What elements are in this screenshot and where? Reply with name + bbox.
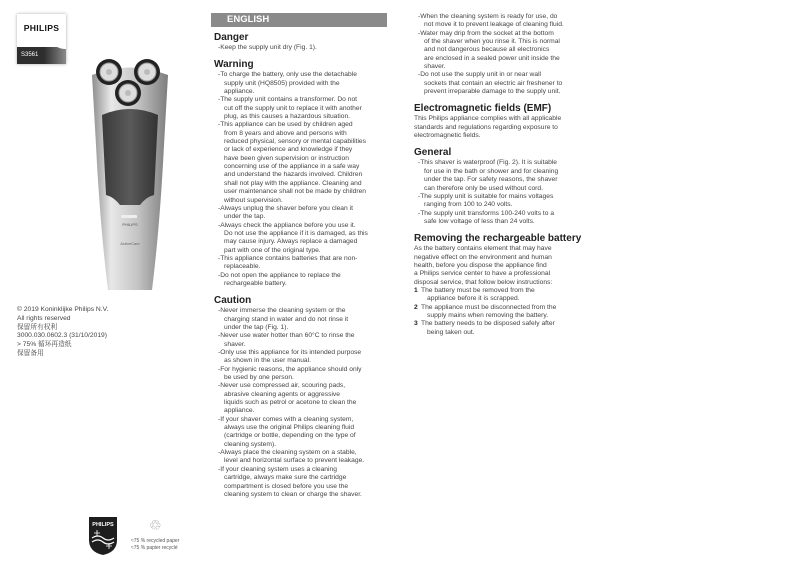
warning-item: -This appliance can be used by children aged from 8 years and above and persons with reduced physical, sensory or mental capabilities or lack of experience and knowledge if they have been given supervision or instruction concerning use of the appliance in a safe way and understand the hazards involved. Children shall not play with the appliance. Cleaning and user maintenance shall not be made by children without supervision. xyxy=(218,121,367,204)
recycled-paper-en: ≈75 % recycled paper xyxy=(131,538,180,544)
recycled-paper-fr: ≈75 % papier recyclé xyxy=(131,545,178,551)
step-number: 3 xyxy=(414,320,418,328)
imprint-copyright: © 2019 Koninklijke Philips N.V. xyxy=(17,306,109,313)
caution-item: -When the cleaning system is ready for use, do not move it to prevent leakage of cleaning fluid. xyxy=(418,13,564,29)
device-series: ActiveCare xyxy=(120,241,140,246)
general-item: -This shaver is waterproof (Fig. 2). It is suitable for use in the bath or shower and for cleaning under the tap. For safety reasons, the shaver can therefore only be used without cord. xyxy=(418,159,559,192)
general-item: -The supply unit transforms 100-240 volts to a safe low voltage of less than 24 volts. xyxy=(418,209,555,225)
step-text: The appliance must be disconnected from the supply mains when removing the battery. xyxy=(421,303,557,319)
danger-heading: Danger xyxy=(214,32,249,43)
caution-item: -Only use this appliance for its intended purpose as shown in the user manual. xyxy=(218,349,362,365)
general-list xyxy=(418,159,604,226)
warning-item: -To charge the battery, only use the detachable supply unit (HQ8505) provided with the appliance. xyxy=(218,71,357,96)
caution-item: -Never use compressed air, scouring pads, abrasive cleaning agents or aggressive liquids such as petrol or acetone to clean the appliance. xyxy=(218,382,357,415)
caution-item: -Never immerse the cleaning system or the charging stand in water and do not rinse it under the tap (Fig. 1). xyxy=(218,307,349,331)
general-item: -The supply unit is suitable for mains voltages ranging from 100 to 240 volts. xyxy=(418,192,554,209)
battery-heading: Removing the rechargeable battery xyxy=(414,233,582,245)
caution-heading: Caution xyxy=(214,295,252,307)
language-header: ENGLISH xyxy=(211,13,387,27)
middle-column xyxy=(214,32,394,499)
warning-item: -This appliance contains batteries that are non- replaceable. xyxy=(218,254,358,271)
caution-list xyxy=(218,307,394,499)
shaver-illustration xyxy=(80,55,180,300)
step-text: The battery needs to be disposed safely after being taken out. xyxy=(421,320,555,336)
caution-continued-list xyxy=(418,13,604,96)
warning-item: -Always check the appliance before you use it. Do not use the appliance if it is damaged, as this may cause injury. Always replace a damaged part with one of the original type. xyxy=(218,221,368,254)
general-heading: General xyxy=(414,147,452,159)
imprint-rights: All rights reserved xyxy=(17,314,71,322)
step-number: 1 xyxy=(414,286,418,294)
brand-logo: PHILIPS xyxy=(23,23,60,33)
step-text: The battery must be removed from the appliance before it is scrapped. xyxy=(421,286,535,303)
battery-step xyxy=(414,320,604,337)
device-brand: PHILIPS xyxy=(122,222,138,227)
warning-item: -The supply unit contains a transformer. Do not cut off the supply unit to replace it with another plug, as this causes a hazardous situation. xyxy=(218,96,362,121)
warning-item: -Do not open the appliance to replace the rechargeable battery. xyxy=(218,271,341,287)
warning-heading: Warning xyxy=(214,59,254,71)
imprint-reserved-cn: 保留备用 xyxy=(17,349,44,357)
caution-item: -If your cleaning system uses a cleaning cartridge, always make sure the cartridge compartment is closed before you use the cleaning system to clean or charge the shaver. xyxy=(218,465,362,498)
right-column xyxy=(414,13,604,337)
caution-item: -Water may drip from the socket at the bottom of the shaver when you rinse it. This is normal and not dangerous because all electronics are enclosed in a sealed power unit inside the shaver. xyxy=(418,29,560,71)
battery-body: As the battery contains element that may have negative effect on the environment and human health, before you dispose the appliance find a Philips service center to have a professional disposal service, that follow below instructions: xyxy=(414,245,553,286)
caution-item: -For hygienic reasons, the appliance should only be used by one person. xyxy=(218,365,362,382)
emf-body: This Philips appliance complies with all applicable standards and regulations regarding exposure to electromagnetic fields. xyxy=(414,115,562,140)
battery-step xyxy=(414,287,604,304)
imprint xyxy=(17,306,108,359)
battery-steps xyxy=(414,287,604,337)
caution-item: -If your shaver comes with a cleaning system, always use the original Philips cleaning fluid (cartridge or bottle, depending on the type of cleaning system). xyxy=(218,415,356,448)
caution-item: -Do not use the supply unit in or near wall sockets that contain an electric air freshener to prevent irreparable damage to the supply unit. xyxy=(418,71,563,96)
imprint-rights-cn: 保留所有权利 xyxy=(17,323,58,331)
imprint-doc-number: 3000.030.0602.3 (31/10/2019) xyxy=(17,332,107,340)
danger-item: -Keep the supply unit dry (Fig. 1). xyxy=(218,44,317,51)
svg-text:PHILIPS: PHILIPS xyxy=(92,522,114,528)
caution-item: -Never use water hotter than 60°C to rinse the shaver. xyxy=(218,332,355,348)
imprint-recycled-cn: > 75% 循环再造纸 xyxy=(17,341,72,349)
emf-heading: Electromagnetic fields (EMF) xyxy=(414,103,552,115)
step-number: 2 xyxy=(414,303,418,311)
warning-list xyxy=(218,71,394,288)
philips-shield-logo xyxy=(88,516,118,556)
warning-item: -Always unplug the shaver before you clean it under the tap. xyxy=(218,204,353,221)
model-number: S3561 xyxy=(17,47,66,64)
battery-step xyxy=(414,304,604,321)
caution-item: -Always place the cleaning system on a stable, level and horizontal surface to prevent leakage. xyxy=(218,449,365,465)
brand-label-card xyxy=(17,14,66,64)
recycle-icon: ♲ xyxy=(149,517,162,533)
